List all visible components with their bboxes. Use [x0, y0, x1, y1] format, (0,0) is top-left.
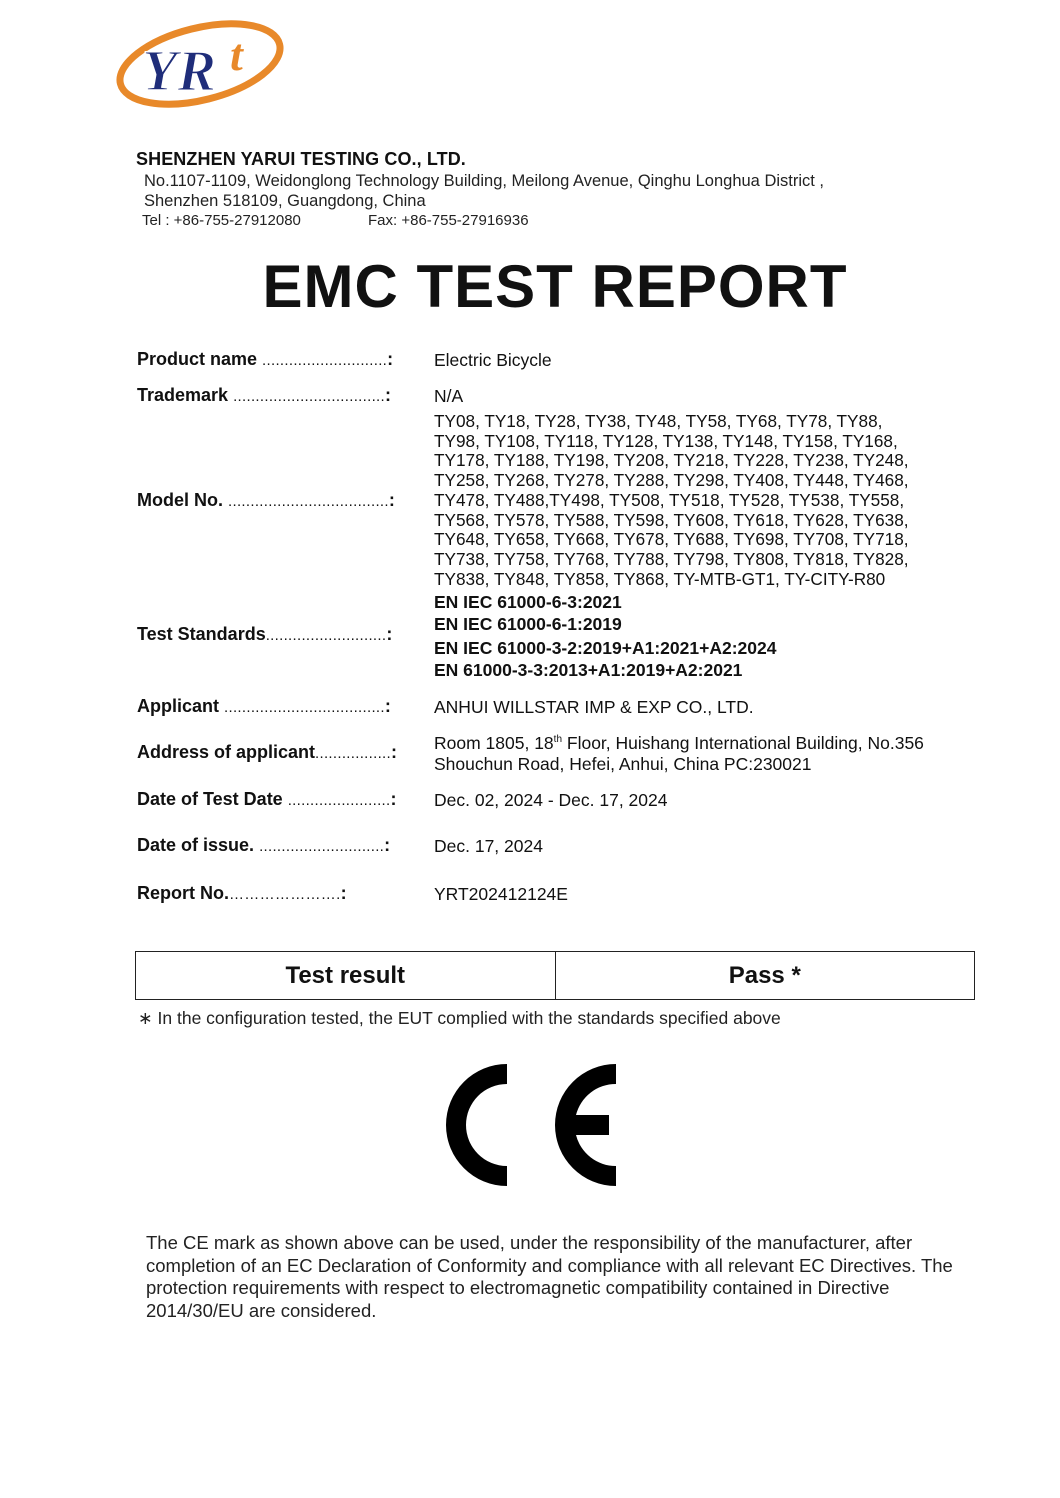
applicant-value: ANHUI WILLSTAR IMP & EXP CO., LTD.	[434, 697, 754, 717]
product-name-label: Product name ............................:	[137, 349, 394, 369]
model-line: TY838, TY848, TY858, TY868, TY-MTB-GT1, TY-CITY-R80	[434, 568, 886, 589]
report-title: EMC TEST REPORT	[262, 253, 848, 320]
yrt-logo	[112, 12, 287, 117]
product-name-value: Electric Bicycle	[434, 350, 552, 370]
address-of-applicant-line2: Shouchun Road, Hefei, Anhui, China PC:230021	[434, 754, 812, 774]
applicant-label: Applicant ....................................:	[137, 696, 391, 716]
company-fax: Fax: +86-755-27916936	[368, 212, 529, 229]
date-of-test-value: Dec. 02, 2024 - Dec. 17, 2024	[434, 790, 668, 810]
date-of-issue-value: Dec. 17, 2024	[434, 836, 543, 856]
report-no-value: YRT202412124E	[434, 884, 568, 904]
model-line: TY178, TY188, TY198, TY208, TY218, TY228, TY238, TY248,	[434, 450, 909, 471]
report-no-label: Report No.………………….:	[137, 883, 347, 903]
model-line: TY98, TY108, TY118, TY128, TY138, TY148, TY158, TY168,	[434, 430, 898, 451]
model-line: TY478, TY488,TY498, TY508, TY518, TY528, TY538, TY558,	[434, 489, 905, 510]
test-result-table	[135, 951, 975, 1000]
test-result-label: Test result	[285, 961, 406, 989]
company-name: SHENZHEN YARUI TESTING CO., LTD.	[136, 149, 466, 169]
address-of-applicant-label: Address of applicant.................:	[137, 742, 397, 762]
test-standard: EN IEC 61000-3-2:2019+A1:2021+A2:2024	[434, 638, 777, 658]
trademark-label: Trademark ..................................:	[137, 385, 391, 405]
test-standard: EN 61000-3-3:2013+A1:2019+A2:2021	[434, 660, 743, 680]
ce-mark-icon	[444, 1062, 620, 1188]
model-line: TY258, TY268, TY278, TY288, TY298, TY408, TY448, TY468,	[434, 470, 909, 491]
test-result-value: Pass *	[555, 952, 975, 999]
model-line: TY08, TY18, TY28, TY38, TY48, TY58, TY68, TY78, TY88,	[434, 411, 883, 431]
test-standards-label: Test Standards...........................:	[137, 624, 393, 644]
svg-text:t: t	[230, 29, 243, 80]
date-of-issue-label: Date of issue. ............................:	[137, 835, 391, 855]
trademark-value: N/A	[434, 386, 464, 406]
model-line: TY568, TY578, TY588, TY598, TY608, TY618, TY628, TY638,	[434, 509, 909, 530]
company-address-line2: Shenzhen 518109, Guangdong, China	[144, 192, 426, 210]
company-address-line1: No.1107-1109, Weidonglong Technology Building, Meilong Avenue, Qinghu Longhua District ,	[144, 172, 825, 190]
date-of-test-label: Date of Test Date .......................:	[137, 789, 397, 809]
test-standard: EN IEC 61000-6-1:2019	[434, 614, 622, 634]
company-tel: Tel : +86-755-27912080	[142, 212, 301, 229]
model-line: TY738, TY758, TY768, TY788, TY798, TY808, TY818, TY828,	[434, 548, 909, 569]
model-no-label: Model No. ....................................:	[137, 490, 395, 510]
test-standard: EN IEC 61000-6-3:2021	[434, 592, 622, 612]
result-footnote: ∗ In the configuration tested, the EUT complied with the standards specified above	[138, 1008, 781, 1028]
model-line: TY648, TY658, TY668, TY678, TY688, TY698, TY708, TY718,	[434, 529, 909, 550]
address-of-applicant-line1: Room 1805, 18th Floor, Huishang International Building, No.356	[434, 733, 924, 753]
ce-statement: The CE mark as shown above can be used, under the responsibility of the manufacturer, after completion of an EC Declaration of Conformity and compliance with all relevant EC Directives. The protection requirements with respect to electromagnetic compatibility contained in Directive 2014/30/EU are considered.	[146, 1232, 953, 1321]
svg-text:YR: YR	[142, 38, 217, 103]
model-no-list	[434, 412, 909, 589]
